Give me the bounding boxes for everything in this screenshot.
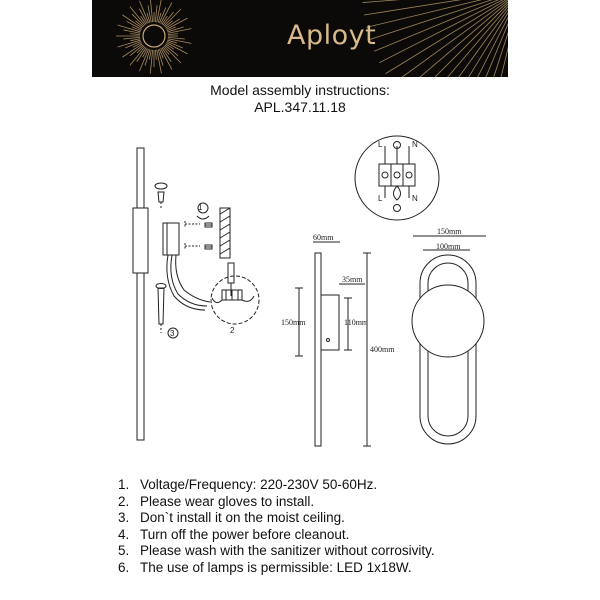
item-text: The use of lamps is permissible: LED 1x18W. [140, 559, 412, 575]
lamp-mount-plate [133, 208, 148, 273]
glass-globe [412, 285, 484, 357]
item-text: Voltage/Frequency: 220-230V 50-60Hz. [140, 477, 378, 492]
mounting-bracket [163, 223, 179, 255]
step-2-label: 2 [230, 326, 235, 335]
instructions-list [118, 477, 435, 577]
brand-logo: Aployt [287, 20, 377, 51]
page-title [0, 82, 600, 116]
item-text: Turn off the power before cleanout. [140, 526, 350, 542]
dim-mount-height: 150mm [281, 318, 306, 327]
wiring-detail [355, 136, 439, 220]
profile-mount [321, 295, 339, 350]
terminal-l-bottom-label: L [378, 194, 383, 203]
profile-rod [315, 253, 321, 446]
terminal-n-label: N [412, 140, 418, 149]
dim-depth: 35mm [342, 275, 363, 284]
side-profile-view [295, 242, 371, 446]
step-3-label: 3 [170, 329, 175, 338]
dim-width: 60mm [313, 233, 334, 242]
item-text: Please wear gloves to install. [140, 493, 315, 509]
terminal-n-bottom-label: N [412, 194, 418, 203]
item-text: Don`t install it on the moist ceiling. [140, 510, 345, 526]
dim-total-height: 400mm [370, 345, 395, 354]
lamp-rod [137, 148, 144, 440]
item-number: 4. [118, 526, 130, 542]
list-item [118, 560, 435, 577]
assembly-diagram [0, 128, 600, 468]
item-number: 3. [118, 510, 130, 526]
list-item [118, 510, 435, 527]
list-item [118, 543, 435, 560]
installation-view [133, 148, 259, 440]
item-number: 1. [118, 477, 130, 492]
brand-banner [92, 0, 508, 77]
item-number: 2. [118, 493, 130, 509]
title-line: Model assembly instructions: [210, 82, 390, 98]
dim-plate-height: 110mm [344, 318, 369, 327]
model-number: APL.347.11.18 [254, 99, 346, 115]
terminal-l-label: L [378, 140, 383, 149]
dim-overall-width: 150mm [437, 227, 462, 236]
list-item [118, 477, 435, 494]
item-number: 5. [118, 543, 130, 559]
list-item [118, 527, 435, 544]
list-item [118, 494, 435, 511]
item-text: Please wash with the sanitizer without corrosivity. [140, 543, 435, 559]
step-1-label: 1 [198, 203, 203, 212]
item-number: 6. [118, 559, 130, 575]
front-view [412, 236, 486, 444]
dim-inner-width: 100mm [436, 242, 461, 251]
